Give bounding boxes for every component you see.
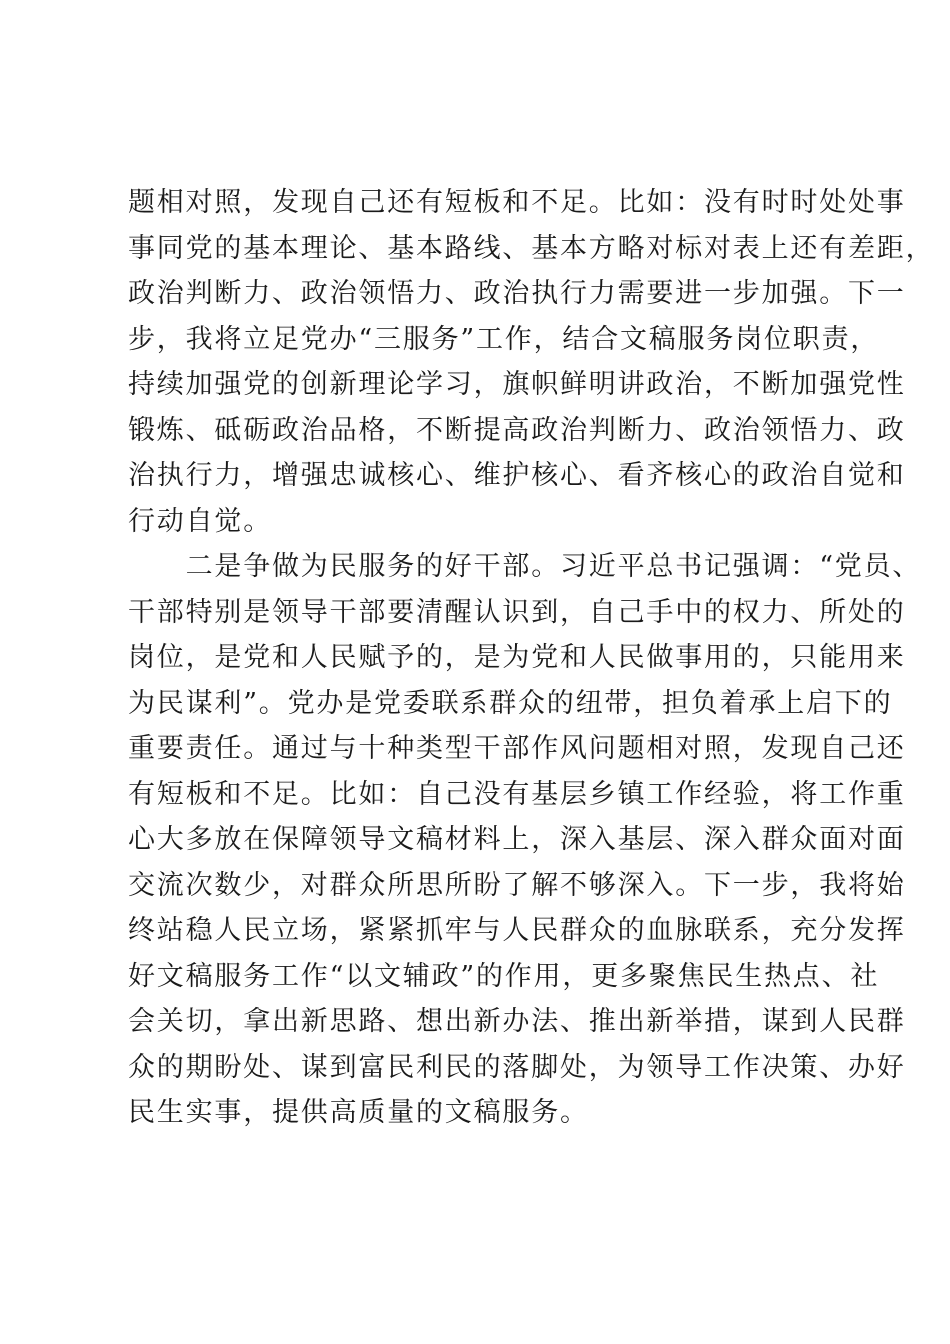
text-line: 锻炼、砥砺政治品格，不断提高政治判断力、政治领悟力、政 xyxy=(128,414,906,446)
text-line: 事同党的基本理论、基本路线、基本方略对标对表上还有差距， xyxy=(128,232,935,264)
text-line: 众的期盼处、谋到富民利民的落脚处，为领导工作决策、办好 xyxy=(128,1051,906,1083)
text-line: 重要责任。通过与十种类型干部作风问题相对照，发现自己还 xyxy=(128,733,906,764)
text-line: 会关切，拿出新思路、想出新办法、推出新举措，谋到人民群 xyxy=(128,1006,906,1037)
text-line: 交流次数少，对群众所思所盼了解不够深入。下一步，我将始 xyxy=(128,869,906,901)
text-line: 持续加强党的创新理论学习，旗帜鲜明讲政治，不断加强党性 xyxy=(128,369,906,400)
text-line: 终站稳人民立场，紧紧抓牢与人民群众的血脉联系，充分发挥 xyxy=(128,915,906,946)
text-line: 有短板和不足。比如：自己没有基层乡镇工作经验，将工作重 xyxy=(128,778,906,810)
text-line: 行动自觉。 xyxy=(128,505,272,537)
paragraph-2 xyxy=(128,544,922,1136)
text-line: 干部特别是领导干部要清醒认识到，自己手中的权力、所处的 xyxy=(128,596,906,628)
text-line: 政治判断力、政治领悟力、政治执行力需要进一步加强。下一 xyxy=(128,278,906,309)
text-line: 心大多放在保障领导文稿材料上，深入基层、深入群众面对面 xyxy=(128,824,906,855)
text-line: 岗位，是党和人民赋予的，是为党和人民做事用的，只能用来 xyxy=(128,642,906,673)
text-line: 治执行力，增强忠诚核心、维护核心、看齐核心的政治自觉和 xyxy=(128,460,906,491)
text-line: 为民谋利”。党办是党委联系群众的纽带，担负着承上启下的 xyxy=(128,687,893,719)
text-line: 民生实事，提供高质量的文稿服务。 xyxy=(128,1097,589,1128)
document-body xyxy=(128,180,935,1136)
text-line: 二是争做为民服务的好干部。习近平总书记强调：“党员、 xyxy=(128,551,922,582)
text-line: 好文稿服务工作“以文辅政”的作用，更多聚焦民生热点、社 xyxy=(128,960,880,992)
text-line: 步，我将立足党办“三服务”工作，结合文稿服务岗位职责， xyxy=(128,323,880,355)
paragraph-1 xyxy=(128,180,935,544)
text-line: 题相对照，发现自己还有短板和不足。比如：没有时时处处事 xyxy=(128,187,906,218)
